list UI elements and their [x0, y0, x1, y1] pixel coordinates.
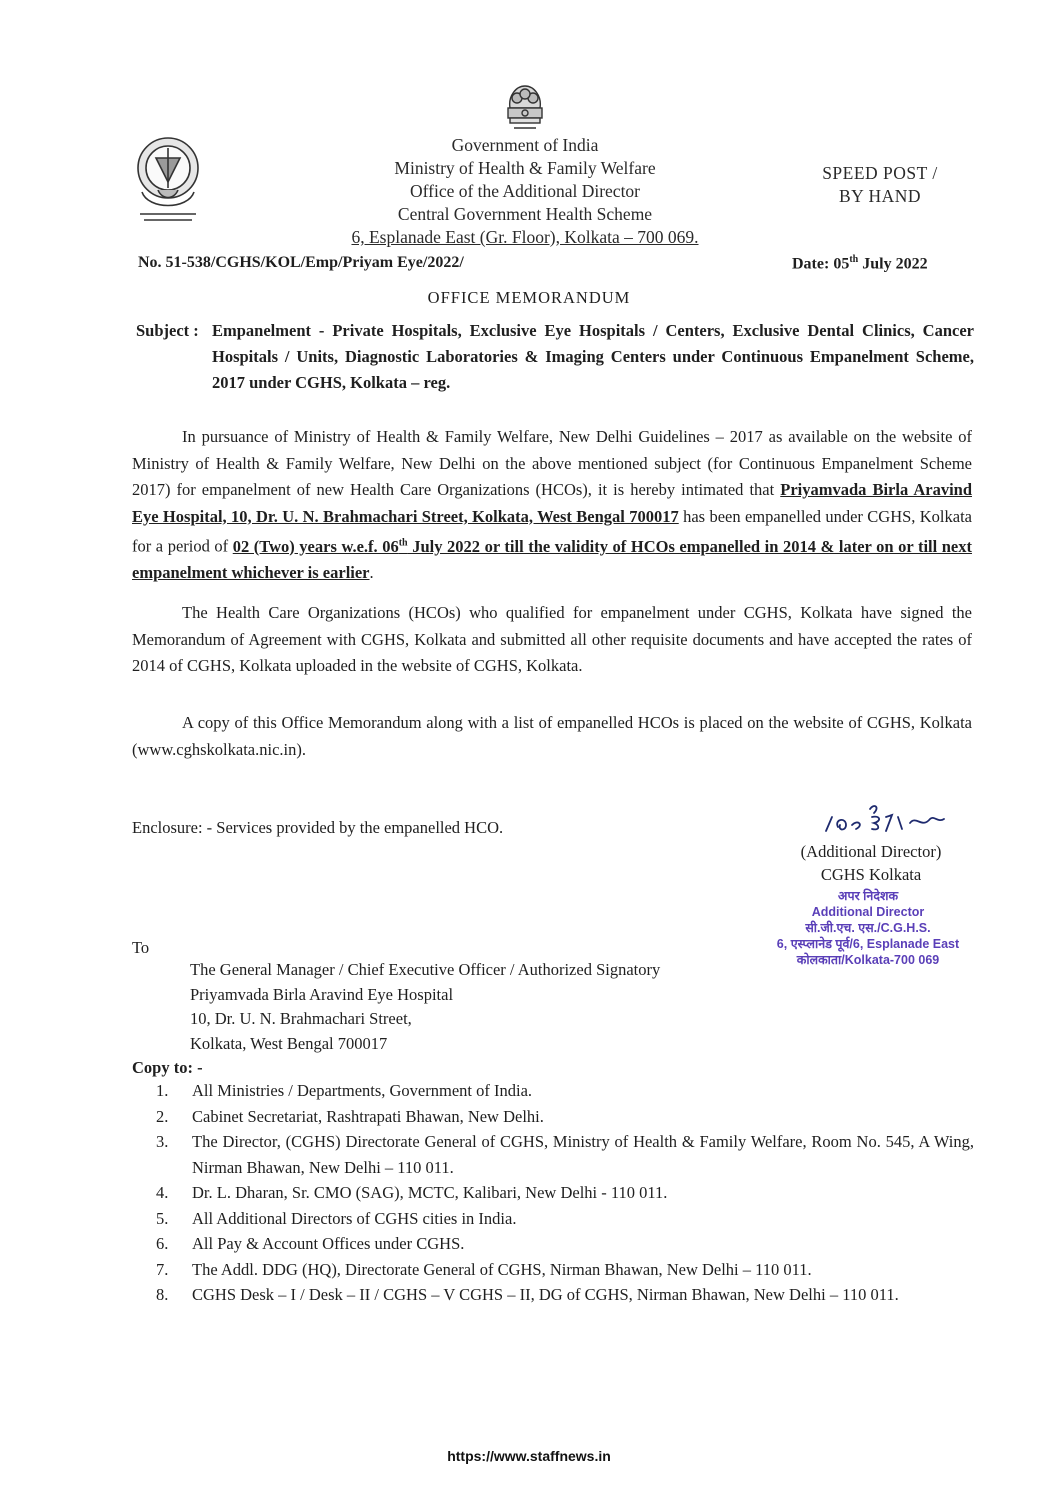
list-item — [156, 1104, 974, 1130]
copy-to-label: Copy to: - — [132, 1058, 203, 1077]
enclosure-note: Enclosure: - Services provided by the empanelled HCO. — [132, 818, 504, 837]
signatory-office: CGHS Kolkata — [820, 865, 922, 884]
list-text: All Pay & Account Offices under CGHS. — [192, 1234, 465, 1253]
to-label: To — [132, 938, 150, 957]
letterhead-line: 6, Esplanade East (Gr. Floor), Kolkata – 700 069. — [351, 227, 699, 247]
date-superscript: th — [849, 254, 859, 265]
stamp-line-address: 6, एस्प्लानेड पूर्व/6, Esplanade East — [776, 937, 960, 951]
list-text: Dr. L. Dharan, Sr. CMO (SAG), MCTC, Kalibari, New Delhi - 110 011. — [192, 1183, 668, 1202]
dispatch-mode — [805, 162, 955, 208]
list-number: 8. — [156, 1285, 169, 1304]
stamp-line-city: कोलकाता/Kolkata-700 069 — [796, 953, 940, 967]
list-text: All Ministries / Departments, Government of India. — [192, 1081, 533, 1100]
date-suffix: July 2022 — [858, 255, 928, 273]
list-item — [156, 1078, 974, 1104]
reference-number: No. 51-538/CGHS/KOL/Emp/Priyam Eye/2022/ — [138, 254, 464, 271]
handwritten-signature — [818, 795, 958, 843]
list-number: 1. — [156, 1081, 169, 1100]
signatory-designation — [766, 840, 976, 886]
addressee-line: Priyamvada Birla Aravind Eye Hospital — [190, 984, 454, 1004]
para1-text: In pursuance of Ministry of Health & Family Welfare, New Delhi Guidelines – 2017 as available on the website of Ministry of Health & Family Welfare, New Delhi on the above mentioned subject (for Continuous Empanelment Scheme 2017) for empanelment of new Health Care Organizations (HCOs), it is hereby intimated that — [132, 427, 972, 499]
letterhead-line: Ministry of Health & Family Welfare — [394, 158, 656, 178]
addressee-line: 10, Dr. U. N. Brahmachari Street, — [190, 1009, 412, 1028]
letterhead — [300, 134, 750, 249]
hospital-name-address: Priyamvada Birla Aravind Eye Hospital, 10, Dr. U. N. Brahmachari Street, Kolkata, West Bengal 700017 — [132, 480, 973, 526]
speed-post-label: SPEED POST / — [822, 163, 938, 183]
stamp-line-hindi: अपर निदेशक — [837, 889, 899, 903]
date-prefix: Date: 05 — [792, 255, 850, 273]
validity-superscript: th — [398, 537, 408, 548]
list-number: 6. — [156, 1234, 169, 1253]
paragraph-3: A copy of this Office Memorandum along with a list of empanelled HCOs is placed on the website of CGHS, Kolkata (www.cghskolkata.nic.in). — [132, 713, 972, 759]
subject-label: Subject : — [136, 321, 199, 340]
stamp-line-title: Additional Director — [811, 905, 925, 919]
addressee-block — [190, 958, 660, 1056]
list-text: The Director, (CGHS) Directorate General of CGHS, Ministry of Health & Family Welfare, Room No. 545, A Wing, Nirman Bhawan, New Delhi – 110 011. — [192, 1132, 974, 1177]
stamp-line-org: सी.जी.एच. एस./C.G.H.S. — [805, 921, 931, 935]
list-number: 2. — [156, 1106, 169, 1126]
validity-part-1: 02 (Two) years w.e.f. 06 — [232, 536, 399, 556]
list-text: The Addl. DDG (HQ), Directorate General of CGHS, Nirman Bhawan, New Delhi – 110 011. — [192, 1259, 812, 1279]
national-emblem-icon — [498, 78, 552, 138]
list-item — [156, 1180, 974, 1206]
letterhead-line: Central Government Health Scheme — [397, 204, 653, 224]
list-number: 3. — [156, 1132, 169, 1151]
list-item — [156, 1129, 974, 1180]
list-item — [156, 1206, 974, 1232]
para1-end: . — [369, 563, 374, 582]
para1-text-2: has been empanelled under CGHS, Kolkata for a period of — [132, 506, 972, 556]
list-item — [156, 1231, 974, 1257]
list-item — [156, 1282, 974, 1308]
document-title: OFFICE MEMORANDUM — [427, 288, 631, 307]
letterhead-line: Office of the Additional Director — [409, 181, 641, 201]
validity-period — [132, 537, 972, 583]
letterhead-line: Government of India — [451, 135, 599, 155]
signatory-title: (Additional Director) — [800, 842, 942, 861]
official-stamp — [748, 888, 988, 968]
copy-to-list — [156, 1078, 974, 1308]
list-text: Cabinet Secretariat, Rashtrapati Bhawan, New Delhi. — [192, 1106, 544, 1126]
by-hand-label: BY HAND — [838, 186, 922, 206]
addressee-line: Kolkata, West Bengal 700017 — [190, 1033, 388, 1053]
list-number: 5. — [156, 1208, 169, 1228]
list-number: 7. — [156, 1259, 169, 1279]
paragraph-2: The Health Care Organizations (HCOs) who qualified for empanelment under CGHS, Kolkata have signed the Memorandum of Agreement with CGHS, Kolkata and submitted all other requisite documents and have accepted the rates of 2014 of CGHS, Kolkata uploaded in the website of CGHS, Kolkata. — [132, 603, 972, 675]
addressee-line: The General Manager / Chief Executive Officer / Authorized Signatory — [190, 960, 661, 979]
cghs-logo-icon — [128, 130, 208, 226]
memo-date — [792, 254, 928, 273]
list-text: CGHS Desk – I / Desk – II / CGHS – V CGHS – II, DG of CGHS, Nirman Bhawan, New Delhi – 110 011. — [192, 1285, 899, 1304]
list-text: All Additional Directors of CGHS cities in India. — [192, 1208, 517, 1228]
paragraph-1 — [132, 424, 972, 587]
list-item — [156, 1257, 974, 1283]
list-number: 4. — [156, 1183, 169, 1202]
subject-text: Empanelment - Private Hospitals, Exclusive Eye Hospitals / Centers, Exclusive Dental Clinics, Cancer Hospitals / Units, Diagnostic Laboratories & Imaging Centers under Continuous Empanelment Scheme, 2017 under CGHS, Kolkata – reg. — [212, 321, 974, 392]
validity-part-2: July 2022 or till the validity of HCOs empanelled in 2014 & later on or till next empanelment whichever is earlier — [132, 536, 973, 582]
footer-source-link[interactable]: https://www.staffnews.in — [447, 1448, 611, 1464]
subject-block — [136, 318, 974, 396]
